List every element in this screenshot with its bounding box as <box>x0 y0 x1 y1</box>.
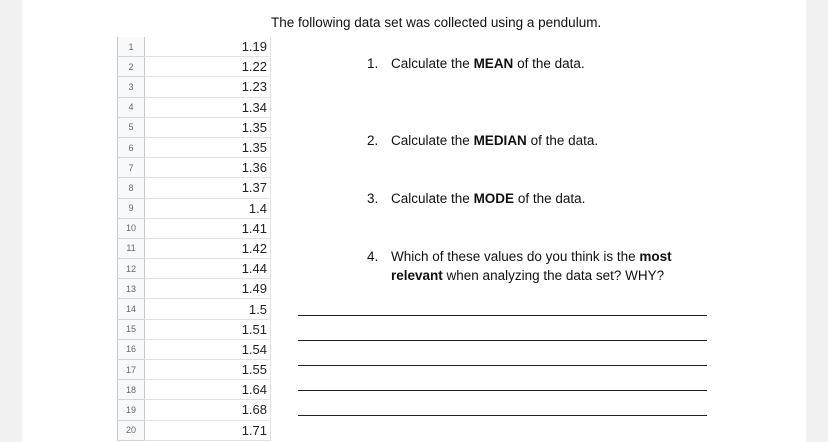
table-row <box>118 117 271 137</box>
question-text: Calculate the <box>391 133 474 148</box>
question-text: of the data. <box>514 191 586 206</box>
row-number: 19 <box>118 400 145 420</box>
row-number: 9 <box>118 198 145 218</box>
row-number: 12 <box>118 259 145 279</box>
data-value-cell[interactable]: 1.54 <box>145 339 271 359</box>
row-number: 10 <box>118 218 145 238</box>
question-text: of the data. <box>513 56 585 71</box>
question-text: when analyzing the data set? WHY? <box>442 268 665 283</box>
question-mean <box>367 54 691 73</box>
data-value-cell[interactable]: 1.51 <box>145 319 271 339</box>
question-text: Calculate the <box>391 191 474 206</box>
question-text: of the data. <box>526 133 599 148</box>
question-keyword: MEDIAN <box>473 133 527 148</box>
question-number: 3. <box>367 191 379 206</box>
row-number: 17 <box>118 360 145 380</box>
data-value-cell[interactable]: 1.49 <box>145 279 271 299</box>
row-number: 8 <box>118 178 145 198</box>
table-row <box>118 97 271 117</box>
table-row <box>118 380 271 400</box>
data-value-cell[interactable]: 1.64 <box>145 380 271 400</box>
row-number: 6 <box>118 137 145 157</box>
answer-line[interactable] <box>298 340 707 341</box>
table-row <box>118 57 271 77</box>
question-keyword: most relevant <box>391 249 672 283</box>
row-number: 13 <box>118 279 145 299</box>
data-table <box>117 37 271 441</box>
data-value-cell[interactable]: 1.5 <box>145 299 271 319</box>
row-number: 20 <box>118 420 145 440</box>
table-row <box>118 198 271 218</box>
table-row <box>118 299 271 319</box>
row-number: 5 <box>118 117 145 137</box>
answer-line[interactable] <box>298 365 707 366</box>
table-row <box>118 218 271 238</box>
question-most-relevant <box>367 247 691 285</box>
row-number: 15 <box>118 319 145 339</box>
data-value-cell[interactable]: 1.23 <box>145 77 271 97</box>
table-row <box>118 279 271 299</box>
question-keyword: MODE <box>473 191 515 206</box>
data-value-cell[interactable]: 1.35 <box>145 137 271 157</box>
question-number: 4. <box>367 249 379 264</box>
data-value-cell[interactable]: 1.37 <box>145 178 271 198</box>
question-text: Which of these values do you think is the <box>391 249 640 264</box>
row-number: 16 <box>118 339 145 359</box>
table-row <box>118 77 271 97</box>
data-value-cell[interactable]: 1.41 <box>145 218 271 238</box>
data-value-cell[interactable]: 1.35 <box>145 117 271 137</box>
data-value-cell[interactable]: 1.22 <box>145 57 271 77</box>
data-value-cell[interactable]: 1.36 <box>145 158 271 178</box>
data-value-cell[interactable]: 1.4 <box>145 198 271 218</box>
table-row <box>118 178 271 198</box>
table-row <box>118 238 271 258</box>
row-number: 18 <box>118 380 145 400</box>
data-value-cell[interactable]: 1.55 <box>145 360 271 380</box>
answer-line[interactable] <box>298 415 707 416</box>
row-number: 1 <box>118 37 145 57</box>
table-row <box>118 319 271 339</box>
table-row <box>118 158 271 178</box>
worksheet-heading: The following data set was collected using a pendulum. <box>271 15 602 30</box>
table-row <box>118 259 271 279</box>
data-value-cell[interactable]: 1.68 <box>145 400 271 420</box>
answer-line[interactable] <box>298 390 707 391</box>
data-value-cell[interactable]: 1.42 <box>145 238 271 258</box>
data-value-cell[interactable]: 1.71 <box>145 420 271 440</box>
data-value-cell[interactable]: 1.44 <box>145 259 271 279</box>
question-keyword: MEAN <box>473 56 514 71</box>
row-number: 14 <box>118 299 145 319</box>
question-mode <box>367 189 691 208</box>
table-row <box>118 137 271 157</box>
table-row <box>118 339 271 359</box>
question-number: 1. <box>367 56 379 71</box>
question-text: Calculate the <box>391 56 474 71</box>
data-value-cell[interactable]: 1.19 <box>145 37 271 57</box>
row-number: 4 <box>118 97 145 117</box>
question-median <box>367 131 691 150</box>
table-row <box>118 400 271 420</box>
row-number: 2 <box>118 57 145 77</box>
table-row <box>118 37 271 57</box>
data-value-cell[interactable]: 1.34 <box>145 97 271 117</box>
question-number: 2. <box>367 133 379 148</box>
row-number: 3 <box>118 77 145 97</box>
table-row <box>118 420 271 440</box>
answer-line[interactable] <box>298 315 707 316</box>
row-number: 11 <box>118 238 145 258</box>
row-number: 7 <box>118 158 145 178</box>
table-row <box>118 360 271 380</box>
